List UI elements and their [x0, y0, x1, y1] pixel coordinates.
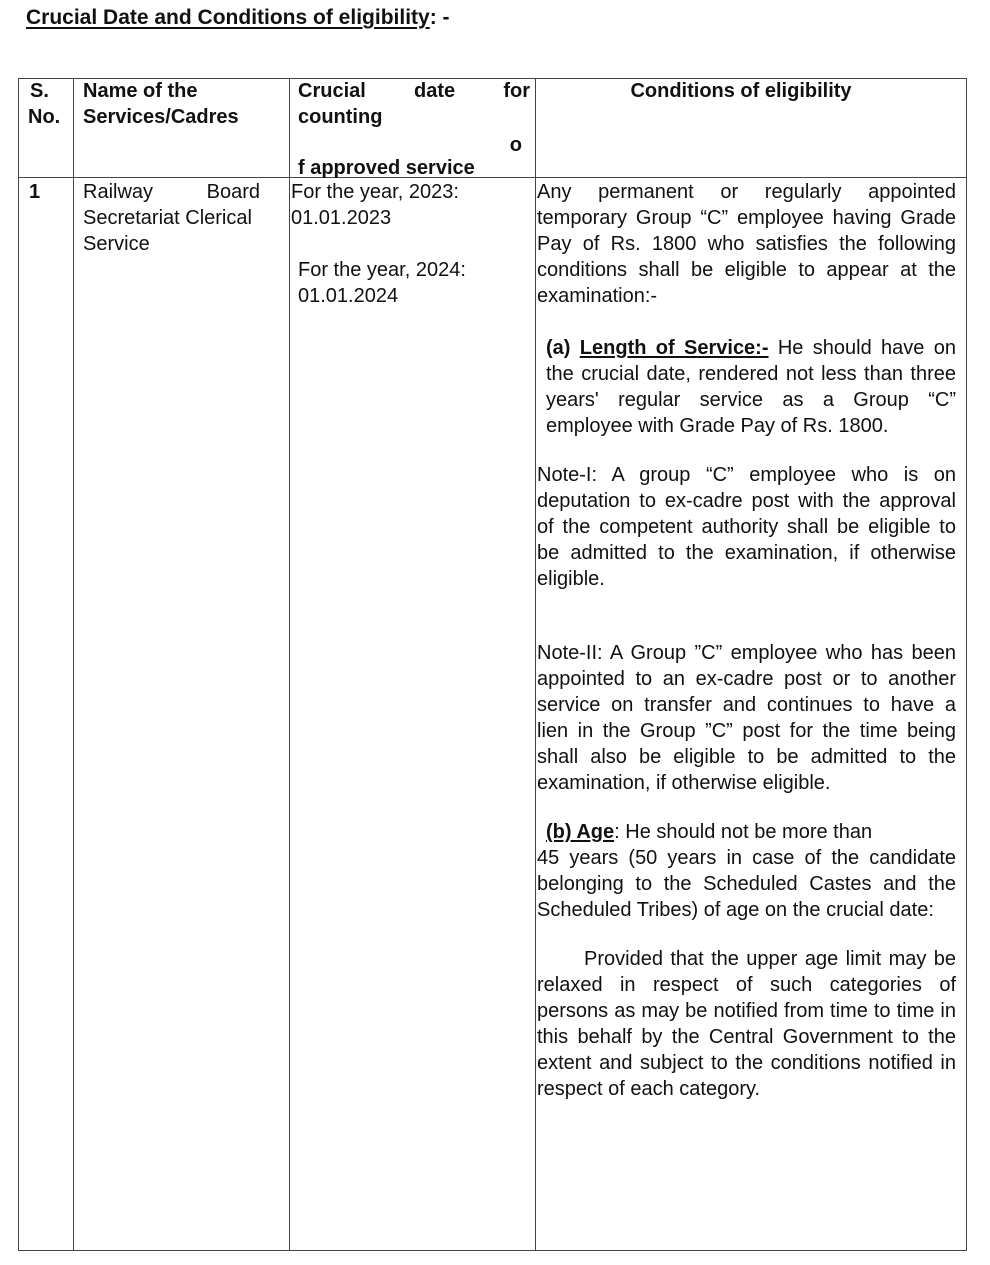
heading-title: Crucial Date and Conditions of eligibility	[26, 6, 430, 29]
cond-note-2: Note-II: A Group ”C” employee who has been appointed to an ex-cadre post or to another service on transfer and continues to have a lien in the Group ”C” post for the time being shall also be eligible to be admitted to the examination, if otherwise eligible.	[537, 642, 956, 794]
header-date-word-date: date	[414, 80, 456, 102]
header-date-word-for: for	[503, 80, 530, 102]
cond-intro: Any permanent or regularly appointed temporary Group “C” employee having Grade Pay of Rs. 1800 who satisfies the following conditions shall be eligible to appear at the examination:-	[537, 181, 956, 307]
row-sno	[29, 179, 69, 205]
row-service-name	[83, 179, 260, 257]
row-service-name-word1: Railway	[83, 181, 154, 203]
cond-age-first-line	[546, 819, 956, 845]
header-service-name-line1: Name of the	[83, 80, 198, 102]
cond-note-1: Note-I: A group “C” employee who is on deputation to ex-cadre post with the approval of the competent authority shall be eligible to be admitted to the examination, if otherwise eligible.	[537, 464, 956, 590]
cond-length-of-service	[546, 335, 956, 439]
header-sno-line2: No.	[28, 106, 61, 128]
header-service-name-line2: Services/Cadres	[83, 106, 239, 128]
table-border-bottom	[18, 1250, 967, 1251]
row-service-name-line2: Secretariat Clerical	[83, 207, 252, 229]
row-service-name-line1	[83, 179, 260, 205]
table-border-left	[18, 78, 19, 1251]
table-border-right	[966, 78, 967, 1251]
header-conditions-label: Conditions of eligibility	[630, 80, 852, 102]
row-date-2024-value: 01.01.2024	[298, 285, 399, 307]
row-service-name-word2: Board	[206, 181, 260, 203]
cond-a-title: Length of Service:-	[579, 337, 769, 359]
table-col-divider-2	[289, 78, 290, 1251]
table-col-divider-1	[73, 78, 74, 1251]
row-date-2024-label: For the year, 2024:	[298, 259, 466, 281]
header-date-word-crucial: Crucial	[298, 80, 366, 102]
row-crucial-date	[291, 179, 531, 309]
header-crucial-date-line1	[298, 78, 530, 104]
header-crucial-date-line2: counting	[298, 106, 383, 128]
row-date-2023-label: For the year, 2023:	[291, 181, 459, 203]
header-service-name	[83, 78, 287, 130]
cond-proviso: Provided that the upper age limit may be relaxed in respect of such categories of persons as may be notified from time to time in this behalf by the Central Government to the extent and subject to the conditions notified in respect of each category.	[537, 948, 956, 1100]
header-crucial-date	[298, 78, 530, 181]
cond-age	[537, 819, 956, 923]
row-date-2023-value: 01.01.2023	[291, 207, 392, 229]
page-heading	[26, 6, 450, 30]
header-sno-line1: S.	[30, 80, 49, 102]
cond-b-first: : He should not be more than	[614, 821, 873, 843]
header-crucial-date-line4: f approved service	[298, 157, 475, 179]
header-crucial-date-o: o	[509, 134, 522, 156]
header-conditions	[536, 78, 946, 104]
header-sno	[30, 78, 72, 130]
cond-b-rest: 45 years (50 years in case of the candidate belonging to the Scheduled Castes and the Scheduled Tribes) of age on the crucial date:	[537, 847, 956, 921]
row-service-name-line3: Service	[83, 233, 150, 255]
cond-a-label: (a)	[546, 337, 580, 359]
cond-a-text: He should have on the crucial date, rendered not less than three years' regular service as a Group “C” employee with Grade Pay of Rs. 1800.	[546, 337, 957, 437]
row-conditions	[537, 179, 956, 1102]
row-sno-value: 1	[29, 181, 41, 203]
heading-suffix: : -	[429, 6, 450, 29]
table-col-divider-3	[535, 78, 536, 1251]
cond-b-title: (b) Age	[546, 821, 615, 843]
